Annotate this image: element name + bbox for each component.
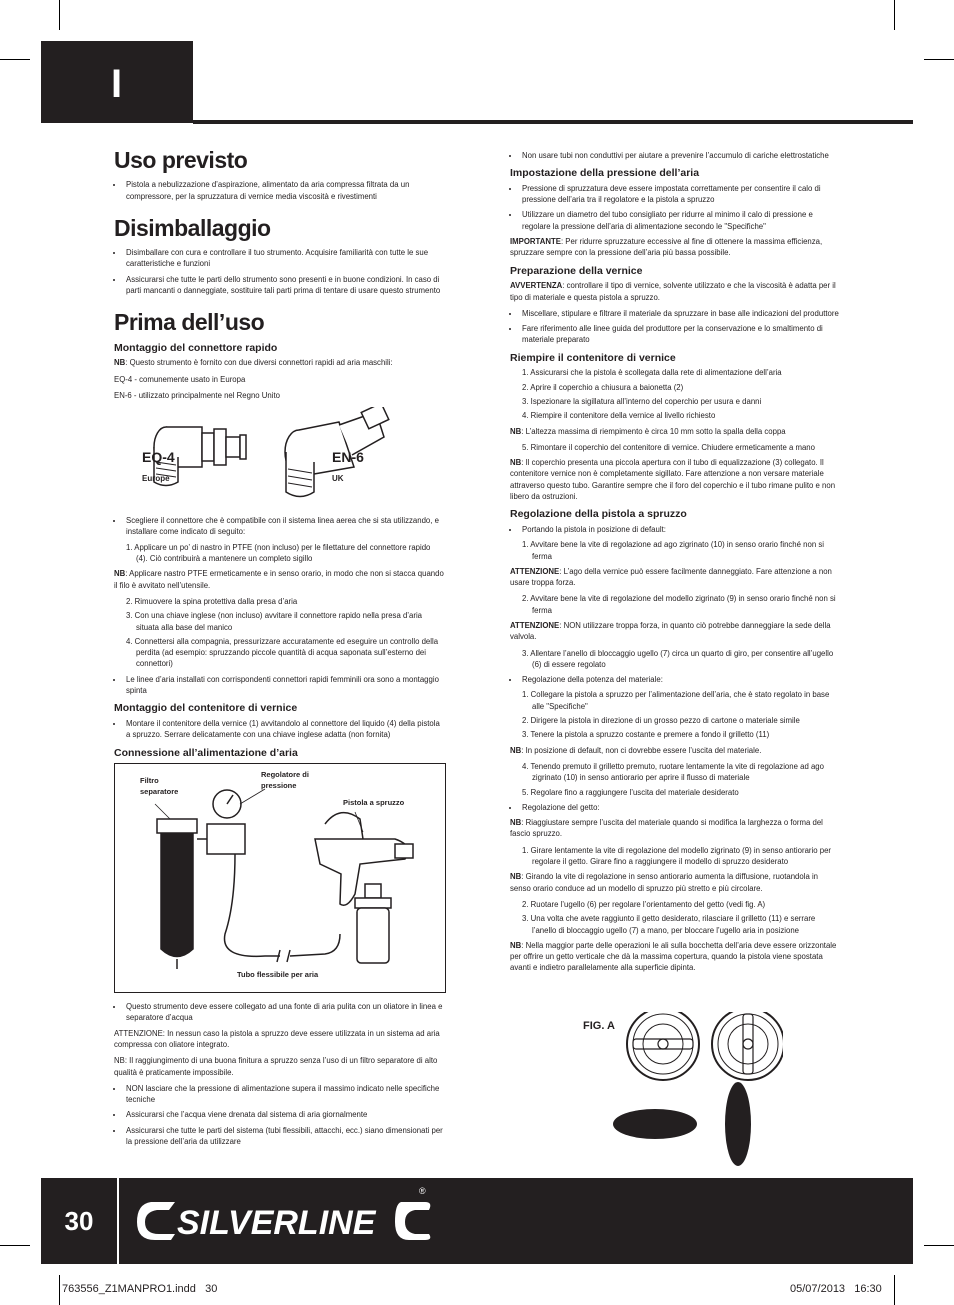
bullet-list xyxy=(510,308,840,346)
bullet-item: • Montare il contenitore della vernice (1) avvitandolo al connettore del liquido (4) della pistola a spruzzo. Serrare delicatamente con una chiave inglese adatta (non fornita) xyxy=(124,718,444,741)
step-item: 1. Avvitare bene la vite di regolazione ad ago zigrinato (10) in senso orario finché non si ferma xyxy=(522,540,824,561)
note xyxy=(510,817,840,840)
filter-label: Filtro separatore xyxy=(140,776,179,796)
bullet-item: • Miscellare, stipulare e filtrare il materiale da spruzzare in base alle indicazioni del produttore xyxy=(520,308,840,319)
bullet-list xyxy=(510,183,840,232)
note-text: : Girando la vite di regolazione in senso antiorario aumenta la diffusione, ruotandola in senso orario conduce ad un modello di spruzzo più stretto e più circolare. xyxy=(510,872,819,893)
silverline-logo xyxy=(133,1190,473,1250)
bullet-item: • Pressione di spruzzatura deve essere impostata correttamente per consentire il calo di pressione dell’aria tra il regolatore e la pistola a spruzzo xyxy=(520,183,840,206)
step-list xyxy=(510,648,840,671)
nb-label: NB xyxy=(510,426,522,436)
note-text: : Il coperchio presenta una piccola apertura con il tubo di equalizzazione (3) collegato. Il contenitore vernice non è completamente sigillato. Fare attenzione a non versare materiale attraverso questo tubo. Garantire sempre che il foro del coperchio e il tubo rimane pulito e non libero da ostruzioni. xyxy=(510,458,836,502)
nb-label: NB xyxy=(510,940,522,950)
step-list xyxy=(510,442,840,453)
subheading: Preparazione della vernice xyxy=(510,264,643,277)
subheading: Montaggio del connettore rapido xyxy=(114,341,278,354)
nb-label: NB xyxy=(510,458,522,468)
bullet-list xyxy=(114,247,444,296)
bullet-list xyxy=(114,718,444,741)
bullet-item: • Assicurarsi che tutte le parti dello strumento sono presenti e in buone condizioni. In caso di parti mancanti o danneggiate, sostituire tali parti prima di tentare di usare questo strumento xyxy=(124,274,444,297)
bullet-item: • Questo strumento deve essere collegato ad una fonte di aria pulita con un oliatore in linea e separatore d’acqua xyxy=(124,1001,444,1024)
crop-mark xyxy=(59,0,60,30)
section-title-uso: Uso previsto xyxy=(114,147,248,173)
step-item: 4. Tenendo premuto il grilletto premuto, ruotare lentamente la vite di regolazione ad ago zigrinato (10) in senso antiorario per aprire il flusso di materiale xyxy=(522,761,824,783)
warning-label: AVVERTENZA xyxy=(510,281,563,291)
regulator-label: Regolatore di pressione xyxy=(261,770,309,790)
note xyxy=(114,568,444,591)
note-text: : L’ago della vernice può essere facilmente danneggiato. Fare attenzione a non usare troppa forza. xyxy=(510,566,832,588)
step-item: 4. Connettersi alla compagnia, pressurizzare accuratamente ed eseguire un controllo della perdita (ad esempio: spruzzando piccole quantità di acqua saponata sull’esterno dei connettori) xyxy=(126,636,439,669)
note-text: : Per ridurre spruzzature eccessive al fine di ottenere la massima efficienza, spruzzare sempre con la pressione dell’aria più bassa possibile. xyxy=(510,237,823,258)
header-rule xyxy=(193,120,913,124)
step-list xyxy=(510,593,840,616)
step-item: 3. Tenere la pistola a spruzzo costante e premere a fondo il grilletto (11) xyxy=(522,730,770,740)
bullet-list xyxy=(114,1083,444,1147)
bullet-list xyxy=(114,1001,444,1024)
registered-mark: ® xyxy=(419,1186,426,1196)
nb-label: NB xyxy=(510,745,522,755)
crop-mark xyxy=(894,0,895,30)
note-text: : Applicare nastro PTFE ermeticamente e in senso orario, in modo che non si stacca quando il filo è avvitato nell’utensile. xyxy=(114,569,444,590)
text-line: EN-6 - utilizzato principalmente nel Regno Unito xyxy=(114,390,280,400)
right-column xyxy=(510,150,840,979)
step-item: 2. Avvitare bene la vite di regolazione del modello zigrinato (9) in senso orario finché non si ferma xyxy=(522,594,836,615)
bullet-item: • Disimballare con cura e controllare il tuo strumento. Acquisire familiarità con tutte le sue caratteristiche e funzioni xyxy=(124,247,444,270)
step-list xyxy=(510,367,840,421)
eq4-sublabel: Europe xyxy=(142,474,170,484)
step-list xyxy=(510,899,840,936)
en6-label: EN-6 xyxy=(332,449,364,466)
subheading: Riempire il contenitore di vernice xyxy=(510,351,676,364)
bullet-item: • Pistola a nebulizzazione d’aspirazione, alimentato da aria compressa filtrata da un compressore, per la spruzzatura di vernice media viscosità e rivestimenti xyxy=(124,179,444,202)
nb-label: NB xyxy=(114,569,126,579)
figure-a-label: FIG. A xyxy=(583,1020,615,1032)
step-item: 3. Una volta che avete raggiunto il getto desiderato, rilasciare il grilletto (11) e serrare l’anello di bloccaggio ugello (7) a mano, per bloccare l’ugello aria in posizione xyxy=(522,914,816,935)
important-note xyxy=(510,236,840,259)
nb-label: NB xyxy=(114,358,126,368)
step-item: 3. Con una chiave inglese (non incluso) avvitare il connettore rapido nella presa d’aria situata alla base del manico xyxy=(126,611,423,632)
warning: ATTENZIONE: In nessun caso la pistola a spruzzo deve essere utilizzata in un sistema ad aria compressa con oliatore integrato. xyxy=(114,1028,440,1049)
step-list xyxy=(114,596,444,670)
note xyxy=(510,426,840,437)
step-item: 5. Rimontare il coperchio del contenitore di vernice. Chiudere ermeticamente a mano xyxy=(522,442,815,452)
language-tab xyxy=(41,41,193,123)
warning xyxy=(510,280,840,303)
logo-text: SILVERLINE xyxy=(177,1204,376,1242)
section-title-prima: Prima dell’uso xyxy=(114,309,265,336)
step-item: 3. Ispezionare la sigillatura all’interno del coperchio per usura e danni xyxy=(522,396,762,406)
crop-mark xyxy=(894,1275,895,1305)
note-text: : NON utilizzare troppa forza, in quanto ciò potrebbe danneggiare la sede della valvola. xyxy=(510,620,831,642)
step-list xyxy=(114,542,444,565)
bullet-item: • NON lasciare che la pressione di alimentazione supera il massimo indicato nelle specifiche tecniche xyxy=(124,1083,444,1106)
step-item: 1. Assicurarsi che la pistola è scollegata dalla rete di alimentazione dell’aria xyxy=(522,368,782,378)
subheading: Regolazione della pistola a spruzzo xyxy=(510,508,687,521)
crop-mark xyxy=(924,1245,954,1246)
warning-label: ATTENZIONE xyxy=(510,566,560,576)
crop-mark xyxy=(924,59,954,60)
bullet-item: • Portando la pistola in posizione di default: xyxy=(520,524,840,535)
text-line: EQ-4 - comunemente usato in Europa xyxy=(114,374,246,384)
crop-mark xyxy=(59,1275,60,1305)
step-item: 2. Aprire il coperchio a chiusura a baionetta (2) xyxy=(522,382,684,392)
connector-figure xyxy=(114,407,444,507)
bullet-list xyxy=(510,802,840,813)
note xyxy=(510,940,840,974)
gun-label: Pistola a spruzzo xyxy=(343,798,405,808)
footer-bar xyxy=(41,1178,913,1264)
warning xyxy=(510,620,840,643)
note-text: : Nella maggior parte delle operazioni le ali sulla bocchetta dell’aria deve essere orizzontale per offrire un getto verticale che dà la massima copertura, quando la pistola viene spostata avanti e indietro parallelamente alla superficie dipinta. xyxy=(510,940,837,973)
slug-date: 05/07/2013 16:30 xyxy=(790,1283,882,1295)
bullet-list xyxy=(510,150,840,161)
step-item: 3. Allentare l’anello di bloccaggio ugello (7) circa un quarto di giro, per consentire all’ugello (6) di essere regolato xyxy=(522,648,834,669)
bullet-item: • Assicurarsi che tutte le parti del sistema (tubi flessibili, attacchi, ecc.) siano dimensionati per la pressione dell’aria da utilizzare xyxy=(124,1125,444,1148)
important-label: IMPORTANTE xyxy=(510,237,561,247)
bullet-item: • Fare riferimento alle linee guida del produttore per la conservazione e lo smaltimento di materiale preparato xyxy=(520,323,840,346)
note-text: : In posizione di default, non ci dovrebbe essere l’uscita del materiale. xyxy=(521,745,762,755)
bullet-item: • Regolazione del getto: xyxy=(520,802,840,813)
step-item: 1. Applicare un po’ di nastro in PTFE (non incluso) per le filettature del connettore rapido (4). Ciò contribuirà a mantenere un completo sigillo xyxy=(126,542,431,564)
hose-label: Tubo flessibile per aria xyxy=(237,970,319,980)
note-text: : controllare il tipo di vernice, solvente utilizzato e che la viscosità è adatta per il tipo di materiale e questa pistola a spruzzo. xyxy=(510,281,836,302)
step-item: 1. Girare lentamente la vite di regolazione del modello zigrinato (9) in senso antiorario per regolare il getto. Girare fino a raggiungere il modello di spruzzo desiderato xyxy=(522,845,832,867)
nozzle-illustration xyxy=(583,1012,783,1172)
slug-file: 763556_Z1MANPRO1.indd 30 xyxy=(62,1283,218,1295)
step-item: 2. Ruotare l’ugello (6) per regolare l’orientamento del getto (vedi fig. A) xyxy=(522,899,766,909)
bullet-item: • Non usare tubi non conduttivi per aiutare a prevenire l’accumulo di cariche elettrostatiche xyxy=(520,150,840,161)
step-item: 5. Regolare fino a raggiungere l’uscita del materiale desiderato xyxy=(522,787,739,797)
note-text: : Questo strumento è fornito con due diversi connettori rapidi ad aria maschili: xyxy=(125,358,393,368)
crop-mark xyxy=(0,59,30,60)
bullet-item: • Regolazione della potenza del materiale: xyxy=(520,674,840,685)
bullet-item: • Le linee d’aria installati con corrispondenti connettori rapidi femminili ora sono a montaggio spinta xyxy=(124,674,444,697)
language-letter: I xyxy=(111,62,123,106)
bullet-item: • Assicurarsi che l’acqua viene drenata dal sistema di aria giornalmente xyxy=(124,1109,444,1120)
step-list xyxy=(510,539,840,562)
bullet-list xyxy=(510,674,840,685)
footer-divider xyxy=(117,1178,119,1264)
step-item: 4. Riempire il contenitore della vernice al livello richiesto xyxy=(522,411,716,421)
nb-label: NB xyxy=(510,872,522,882)
step-list xyxy=(510,761,840,798)
subheading: Impostazione della pressione dell’aria xyxy=(510,167,700,180)
figure-a xyxy=(583,1012,783,1172)
en6-sublabel: UK xyxy=(332,474,344,484)
step-item: 2. Rimuovere la spina protettiva dalla presa d’aria xyxy=(126,596,298,606)
air-supply-figure xyxy=(114,763,446,993)
step-list xyxy=(510,845,840,868)
bullet-list xyxy=(114,179,444,202)
bullet-list xyxy=(510,524,840,535)
warning xyxy=(510,566,840,589)
nb-label: NB xyxy=(510,818,522,828)
subheading: Connessione all’alimentazione d’aria xyxy=(114,746,298,759)
step-item: 2. Dirigere la pistola in direzione di un grosso pezzo di cartone o materiale simile xyxy=(522,716,800,726)
left-column xyxy=(114,148,444,1151)
warning-label: ATTENZIONE xyxy=(510,620,560,630)
note-text: : L’altezza massima di riempimento è circa 10 mm sotto la spalla della coppa xyxy=(521,426,786,436)
note-text: : Riaggiustare sempre l’uscita del materiale quando si modifica la larghezza o forma del fascio spruzzo. xyxy=(510,818,823,839)
step-list xyxy=(510,689,840,740)
subheading: Montaggio del contenitore di vernice xyxy=(114,702,298,715)
note xyxy=(114,357,444,368)
bullet-item: • Scegliere il connettore che è compatibile con il sistema linea aerea che si sta utilizzando, e installare come indicato di seguito: xyxy=(124,515,444,538)
crop-mark xyxy=(0,1245,30,1246)
note xyxy=(510,871,840,894)
step-item: 1. Collegare la pistola a spruzzo per l’alimentazione dell’aria, che è stato regolato in base alle "Specifiche" xyxy=(522,690,830,711)
section-title-disimballaggio: Disimballaggio xyxy=(114,214,271,241)
note xyxy=(510,745,840,756)
eq4-label: EQ-4 xyxy=(142,449,175,466)
note xyxy=(510,457,840,502)
page-number: 30 xyxy=(64,1206,94,1236)
bullet-list xyxy=(114,515,444,538)
note: NB: Il raggiungimento di una buona finitura a spruzzo senza l’uso di un filtro separatore di alto qualità è praticamente impossibile. xyxy=(114,1056,438,1077)
bullet-list xyxy=(114,674,444,697)
bullet-item: • Utilizzare un diametro del tubo consigliato per ridurre al minimo il calo di pressione e regolare la pressione dell’aria di alimentazione secondo le "Specifiche" xyxy=(520,209,840,232)
